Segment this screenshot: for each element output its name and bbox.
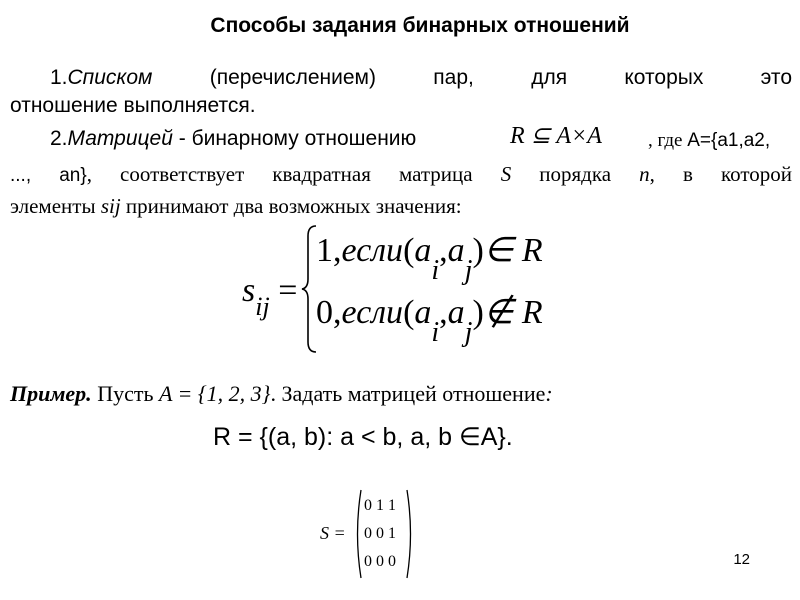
matrix-row-2: 0 0 1 [364,525,396,542]
piecewise-lhs [242,272,298,321]
piecewise-case2: $0,если(a_i,a_j)\notin$ R [316,294,543,348]
case1-val: 1, [316,232,342,269]
element-var: sij [100,194,121,218]
lhs-s: s [242,272,256,309]
example-colon: : [545,381,553,406]
item1-method: Списком [67,66,153,89]
relation-definition: R = {(a, b): a < b, a, b ∈A}. [213,423,513,451]
case1-sub-i: i [431,255,440,286]
item1-line1 [10,64,792,92]
set-definition-end: ..., an} [10,165,87,186]
case1-sub-j: j [464,255,473,286]
order-var: n [639,162,650,186]
matrix-row-3: 0 0 0 [364,553,396,570]
item2-line3-start: элементы [10,194,101,218]
example-text: Пусть [91,381,159,406]
item2-line2-text: , соответствует квадратная матрица [86,162,501,186]
slide-title: Способы задания бинарных отношений [210,14,630,37]
item2-set-def [648,130,770,152]
item2-where: , где [648,130,688,151]
example-text2: . Задать матрицей отношение [270,381,546,406]
example-label: Пример. [10,381,92,406]
matrix-label: S = [320,523,346,543]
case2-rel: ∉ R [483,294,543,331]
case2-val: 0, [316,294,342,331]
set-definition: A={a1,a2, [687,130,771,151]
case1-a2: a [447,232,465,269]
case2-sub-j: j [464,317,473,348]
item2-line3 [10,191,792,221]
case2-word: если [341,294,404,331]
piecewise-case1: $1,если(a_i,a_j)\in$ R [316,232,543,286]
matrix-row-1: 0 1 1 [364,497,396,514]
item2-line2-order: порядка [511,162,640,186]
example-line [10,381,553,407]
item2-line1 [50,125,520,153]
relation-formula: R ⊆ A×A [510,123,602,149]
case1-word: если [341,232,404,269]
item1-line2: отношение выполняется. [10,94,256,117]
page-number: 12 [733,551,750,568]
case1-a1: a [414,232,432,269]
item2-rest: - бинарному отношению [172,127,417,150]
matrix-body [364,492,396,576]
item2-number: 2. [50,127,68,150]
item1-number: 1. [50,66,68,89]
item1-rest-line1: (перечислением) пар, для которых это [152,66,792,89]
item2-method: Матрицей [67,127,173,150]
lhs-eq: = [269,272,298,309]
lhs-sub: ij [255,292,270,321]
case2-a2: a [447,294,465,331]
case1-rel: ∈ R [483,232,543,269]
matrix-var: S [500,162,512,186]
case2-a1: a [414,294,432,331]
item2-line2 [10,159,792,191]
example-set: A = {1, 2, 3} [159,381,271,406]
item2-line2-end: , в которой [649,162,792,186]
item2-line3-end: принимают два возможных значения: [120,194,462,218]
case2-sub-i: i [431,317,440,348]
